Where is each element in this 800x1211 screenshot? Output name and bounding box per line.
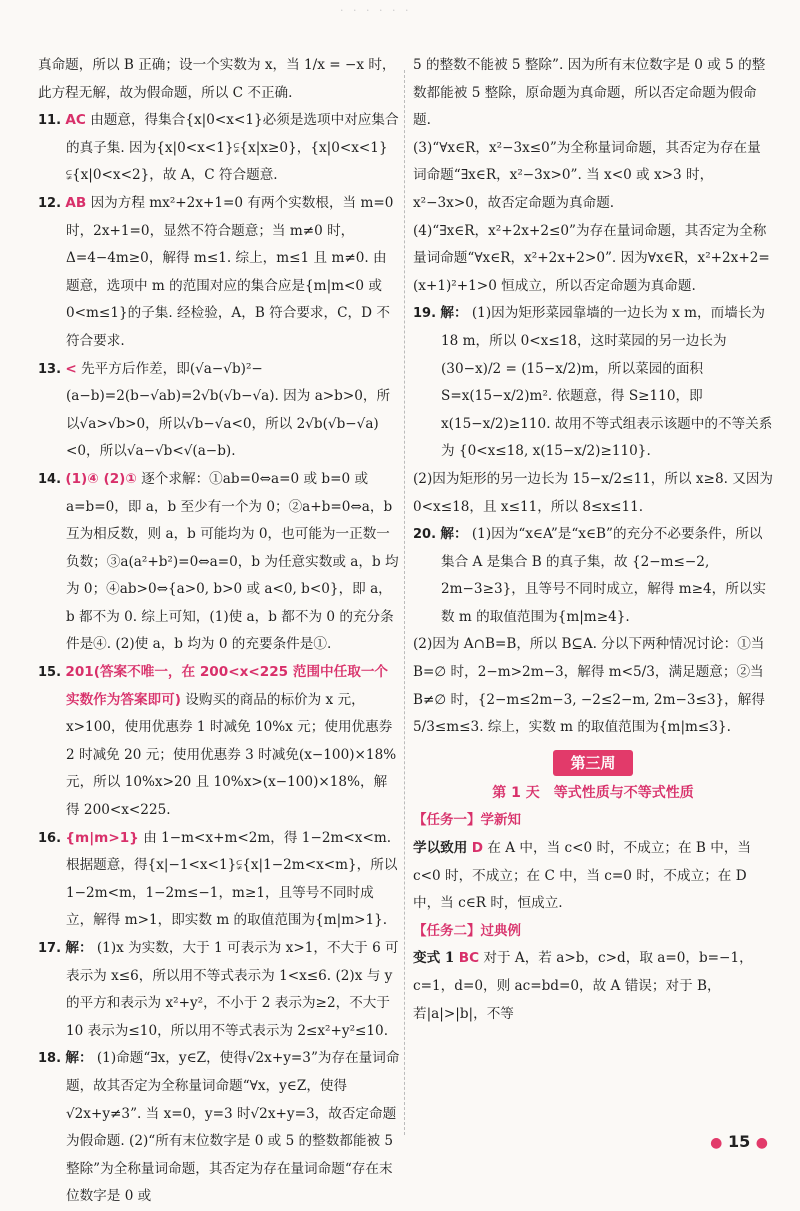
answer: 解： — [440, 305, 468, 322]
explanation-text: (4)“∃x∈R，x²+2x+2≤0”为存在量词命题，其否定为全称量词命题“∀x∈R，x²+2x+2>0”. 因为∀x∈R，x²+2x+2=(x+1)²+1>0 恒成立，所以否定命题为真命题. — [413, 222, 770, 294]
explanation-text: (2)因为矩形的另一边长为 15−x/2≤11，所以 x≥8. 又因为 0<x≤18，且 x≤11，所以 8≤x≤11. — [413, 470, 774, 515]
variant-text: 对于 A，若 a>b，c>d，取 a=0，b=−1，c=1，d=0，则 ac=bd=0，故 A 错误；对于 B，若|a|>|b|，不等 — [413, 950, 753, 1022]
right-item — [413, 218, 773, 301]
explanation-text: (2)因为 A∩B=B，所以 B⊆A. 分以下两种情况讨论：①当 B=∅ 时，2−m>2m−3，解得 m<5/3，满足题意；②当 B≠∅ 时，{2−m≤2m−3, −2≤2−m, 2m−3≤3}，解得 5/3≤m≤3. 综上，实数 m 的取值范围为{m|m≤3}. — [413, 636, 765, 736]
left-column — [38, 52, 400, 1211]
question-number: 18. — [38, 1051, 62, 1067]
left-item — [38, 935, 400, 1045]
right-item — [413, 521, 773, 631]
study-text: 在 A 中，当 c<0 时，不成立；在 B 中，当 c<0 时，不成立；在 C 中，当 c=0 时，不成立；在 D 中，当 c∈R 时，恒成立. — [413, 840, 752, 912]
explanation-text: 设购买的商品的标价为 x 元，x>100，使用优惠券 1 时减免 10%x 元；使用优惠券 2 时减免 20 元；使用优惠券 3 时减免(x−100)×18%元，所以 10%x>20 且 10%x>(x−100)×18%，解得 200<x<225. — [66, 691, 397, 819]
question-number: 17. — [38, 941, 62, 956]
column-divider — [404, 70, 405, 1135]
right-item — [413, 52, 773, 135]
question-number: 16. — [38, 830, 62, 846]
variant-label: 变式 1 — [413, 950, 455, 967]
page-number-text: 15 — [727, 1132, 751, 1151]
question-number: 12. — [38, 195, 62, 211]
left-item — [38, 52, 400, 107]
explanation-text: (1)x 为实数，大于 1 可表示为 x>1，不大于 6 可表示为 x≤6，所以用不等式表示为 1<x≤6. (2)x 与 y 的平方和表示为 x²+y²，不小于 2 表示为≥2，不大于 10 表示为≤10，所以用不等式表示为 2≤x²+y²≤10. — [66, 940, 399, 1039]
left-item — [38, 825, 400, 935]
variant-paragraph — [413, 945, 773, 1028]
variant-answer: BC — [458, 950, 480, 967]
answer: < — [65, 360, 77, 377]
right-column — [413, 52, 773, 1028]
explanation-text: 真命题，所以 B 正确；设一个实数为 x，当 1/x = −x 时，此方程无解，故为假命题，所以 C 不正确. — [38, 57, 396, 101]
left-item — [38, 107, 400, 190]
answer: {m|m>1} — [65, 829, 139, 846]
study-answer: D — [471, 840, 483, 857]
left-item — [38, 190, 400, 356]
question-number: 20. — [413, 527, 437, 543]
task-two-heading: 【任务二】过典例 — [413, 922, 521, 939]
right-item — [413, 300, 773, 466]
answer: 解： — [65, 940, 93, 956]
page-number — [710, 1132, 768, 1151]
day-title: 第 1 天 等式性质与不等式性质 — [492, 784, 694, 801]
explanation-text: (1)因为矩形菜园靠墙的一边长为 x m，而墙长为 18 m，所以 0<x≤18，这时菜园的另一边长为 (30−x)/2 = (15−x/2)m，所以菜园的面积 S=x(15−x/2)m². 依题意，得 S≥110，即 x(15−x/2)≥110. 故用不等式组表示该题中的不等关系为 {0<x≤18, x(15−x/2)≥110}. — [441, 305, 773, 460]
answer: 解： — [440, 526, 468, 543]
left-item — [38, 356, 400, 466]
explanation-text: (1)因为“x∈A”是“x∈B”的充分不必要条件，所以集合 A 是集合 B 的真子集，故 {2−m≤−2, 2m−3≥3}，且等号不同时成立，解得 m≥4，所以实数 m 的取值范围为{m|m≥4}. — [441, 526, 767, 625]
right-item — [413, 631, 773, 741]
left-item — [38, 466, 400, 659]
answer: (1)④ (2)① — [65, 470, 137, 487]
question-number: 14. — [38, 471, 62, 487]
answer: AB — [65, 194, 87, 211]
study-label: 学以致用 — [413, 840, 468, 857]
explanation-text: 由题意，得集合{x|0<x<1}必须是选项中对应集合的真子集. 因为{x|0<x<1}⫋{x|x≥0}，{x|0<x<1}⫋{x|0<x<2}，故 A，C 符合题意. — [66, 112, 399, 184]
explanation-text: 先平方后作差，即(√a−√b)²−(a−b)=2(b−√ab)=2√b(√b−√a). 因为 a>b>0，所以√a>√b>0，所以√b−√a<0，所以 2√b(√b−√a)<0，所以√a−√b<√(a−b). — [66, 360, 391, 460]
bullet-icon: ● — [755, 1135, 768, 1151]
left-item — [38, 659, 400, 825]
answer: AC — [65, 112, 86, 129]
study-paragraph — [413, 835, 773, 918]
task-one-heading: 【任务一】学新知 — [413, 812, 521, 829]
section-banner: 第三周 — [553, 750, 633, 776]
right-item — [413, 135, 773, 218]
question-number: 19. — [413, 306, 437, 322]
explanation-text: 5 的整数不能被 5 整除”. 因为所有末位数字是 0 或 5 的整数都能被 5 整除，原命题为真命题，所以否定命题为假命题. — [413, 57, 766, 129]
bullet-icon: ● — [710, 1135, 723, 1151]
explanation-text: 由 1−m<x+m<2m，得 1−2m<x<m. 根据题意，得{x|−1<x<1}⫋{x|1−2m<x<m}，所以 1−2m<m，1−2m≤−1，m≥1，且等号不同时成立，解得 m>1，即实数 m 的取值范围为{m|m>1}. — [66, 829, 398, 929]
explanation-text: 因为方程 mx²+2x+1=0 有两个实数根，当 m=0 时，2x+1=0，显然不符合题意；当 m≠0 时，Δ=4−4m≥0，解得 m≤1. 综上，m≤1 且 m≠0. 由题意，选项中 m 的范围对应的集合应是{m|m<0 或 0<m≤1}的子集. 经检验，A，B 符合要求，C，D 不符合要求. — [66, 194, 394, 349]
question-number: 15. — [38, 665, 62, 681]
answer: 201(答案不唯一，在 200<x<225 范围中任取一个实数作为答案即可) — [65, 664, 389, 708]
left-item — [38, 1045, 400, 1211]
question-number: 11. — [38, 113, 62, 129]
explanation-text: (3)“∀x∈R，x²−3x≤0”为全称量词命题，其否定为存在量词命题“∃x∈R，x²−3x>0”. 当 x<0 或 x>3 时，x²−3x>0，故否定命题为真命题. — [413, 139, 761, 211]
right-item — [413, 466, 773, 521]
question-number: 13. — [38, 361, 62, 377]
answer: 解： — [65, 1050, 93, 1067]
explanation-text: (1)命题“∃x，y∈Z，使得√2x+y=3”为存在量词命题，故其否定为全称量词命题“∀x，y∈Z，使得√2x+y≠3”. 当 x=0，y=3 时√2x+y=3，故否定命题为假命题. (2)“所有末位数字是 0 或 5 的整数都能被 5 整除”为全称量词命题，其否定为存在量词命题“存在末位数字是 0 或 — [66, 1050, 400, 1205]
explanation-text: 逐个求解：①ab=0⇔a=0 或 b=0 或 a=b=0，即 a，b 至少有一个为 0；②a+b=0⇔a，b 互为相反数，则 a，b 可能均为 0，也可能为一正数一负数；③a(a²+b²)=0⇔a=0，b 为任意实数或 a，b 均为 0；④ab>0⇔{a>0, b>0 或 a<0, b<0}，即 a，b 都不为 0. 综上可知，(1)使 a，b 都不为 0 的充分条件是④. (2)使 a，b 均为 0 的充要条件是①. — [66, 470, 399, 653]
page-top-mark: · · · · · · — [340, 4, 412, 17]
